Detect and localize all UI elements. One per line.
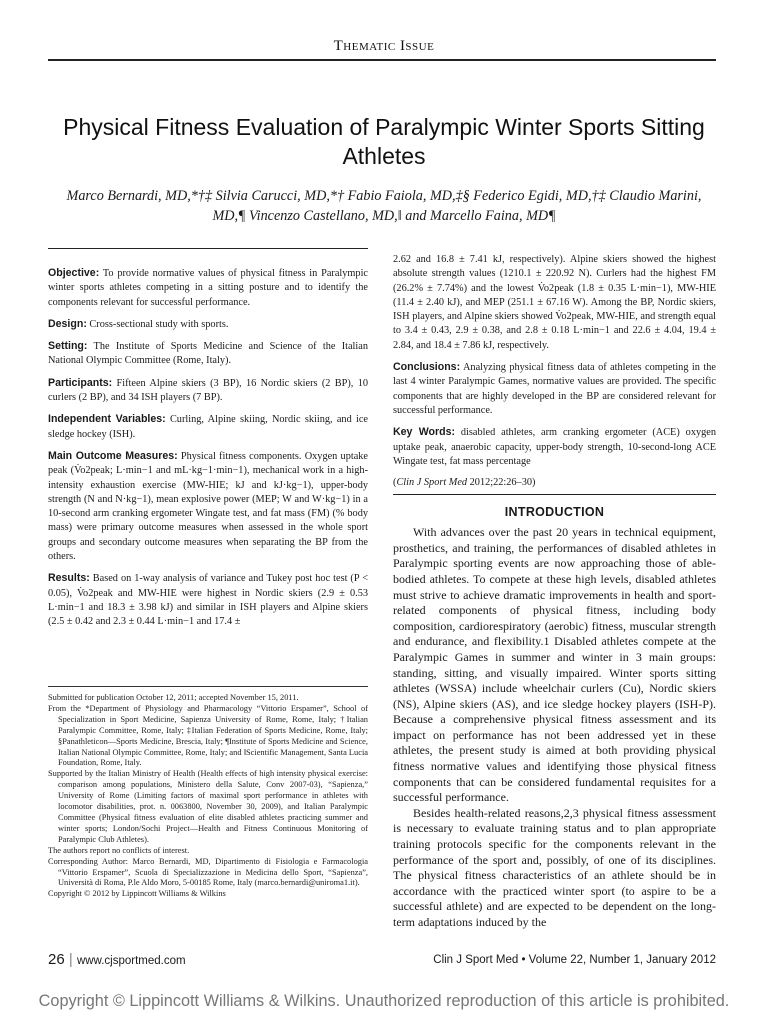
right-column	[393, 253, 716, 931]
key-words-label: Key Words:	[393, 426, 455, 439]
abstract-section-text: Physical fitness components. Oxygen uptake peak (V̇o2peak; L·min−1 and mL·kg−1·min−1), mechanical work in a high-intensity exhaustion exercise (MW-HIE; kJ and kJ·kg−1), upper-body strength (N and N·kg−1), mean explosive power (MEP; W and W·kg−1) in a 10-second arm cranking ergometer Wingate test, and fat mass (FM) (% body mass) were primary outcome measures when assessed in the whole sport groups and secondary outcome measures when separating the BP from the others.	[48, 450, 369, 563]
footer-journal-info: Clin J Sport Med • Volume 22, Number 1, January 2012	[433, 954, 716, 966]
abstract-section-text: Cross-sectional study with sports.	[86, 318, 229, 330]
abstract-section-label: Design:	[48, 317, 87, 330]
citation-rule	[393, 494, 716, 495]
abstract-left-column	[48, 266, 368, 637]
header-rule	[48, 59, 716, 61]
author-list: Marco Bernardi, MD,*†‡ Silvia Carucci, MD,*† Fabio Faiola, MD,‡§ Federico Egidi, MD,†‡ Claudio Marini, MD,¶ Vincenzo Castellano, MD,‖ and Marcello Faina, MD¶	[66, 188, 702, 224]
introduction-heading: INTRODUCTION	[504, 505, 605, 520]
abstract-section	[48, 339, 368, 369]
conclusions-text: Analyzing physical fitness data of athletes competing in the last 4 winter Paralympic Games, normative values are provided. The specific components that are highly developed in the BP are considered relevant for successful performance.	[393, 362, 716, 416]
abstract-section	[48, 317, 368, 332]
section-label: Thematic Issue	[333, 38, 435, 54]
abstract-section-text: Fifteen Alpine skiers (3 BP), 16 Nordic skiers (2 BP), 10 curlers (2 BP), and 34 ISH players (7 BP).	[48, 377, 368, 404]
footnote: Corresponding Author: Marco Bernardi, MD, Dipartimento di Fisiologia e Farmacologia “Vittorio Erspamer”, Scuola di Specializzazione in Medicina dello Sport, “Sapienza”, Università di Roma, P.le Aldo Moro, 5-00185 Rome, Italy (marco.bernardi@uniroma1.it).	[48, 856, 368, 888]
abstract-section-label: Main Outcome Measures:	[48, 449, 178, 462]
abstract-box	[48, 248, 368, 679]
citation-details: 2012;22:26–30)	[467, 477, 536, 489]
abstract-section	[48, 266, 368, 310]
footnote: Supported by the Italian Ministry of Health (Health effects of high intensity physical exercise: comparison among populations, Ministero della Salute, Conv 2007-03), “Sapienza,” University of Rome (Limiting factors of maximal sport performance in athletes with locomotor disabilities, prot. n. 0063800, November 30, 2009), and Italian Paralympic Committee (Physical fitness evaluation of elite disabled athletes practicing summer and winter sports; London/Sochi Project—Health and Fitness Continuous Monitoring of Paralympic Club Athletes).	[48, 769, 368, 844]
abstract-section	[48, 571, 368, 629]
abstract-key-words	[393, 425, 716, 469]
conclusions-label: Conclusions:	[393, 361, 461, 374]
footnote: Submitted for publication October 12, 2011; accepted November 15, 2011.	[48, 693, 299, 702]
abstract-results-continuation: 2.62 and 16.8 ± 7.41 kJ, respectively). Alpine skiers showed the highest absolute strength values (1210.1 ± 220.92 N). Curlers had the highest FM (26.2% ± 7.74%) and the lowest V̇o2peak (1.8 ± 0.35 L·min−1), MW-HIE (11.4 ± 2.40 kJ), and MEP (251.1 ± 67.16 W). Among the BP, Nordic skiers, ISH players, and Alpine skiers showed V̇o2peak, MW-HIE, and strength equal to 3.4 ± 0.43, 2.9 ± 0.38, and 2.8 ± 0.18 L·min−1 and 22.6 ± 4.04, 19.4 ± 2.84, and 18.4 ± 7.86 kJ, respectively.	[393, 254, 716, 351]
citation: (Clin J Sport Med 2012;22:26–30)	[393, 477, 536, 489]
abstract-section	[48, 412, 368, 442]
abstract-section	[48, 449, 368, 564]
abstract-section-text: Based on 1-way analysis of variance and Tukey post hoc test (P < 0.05), V̇o2peak and MW-HIE were highest in Nordic skiers (2.9 ± 0.53 L·min−1 and 18.3 ± 3.98 kJ) and similar in ISH players and Alpine skiers (2.5 ± 0.42 and 2.3 ± 0.44 L·min−1 and 17.4 ±	[48, 573, 368, 628]
footer-page-info: 26 | www.cjsportmed.com	[48, 951, 186, 968]
abstract-section	[48, 376, 368, 406]
page-number: 26	[48, 951, 65, 968]
journal-url[interactable]: www.cjsportmed.com	[76, 955, 186, 967]
abstract-conclusions	[393, 360, 716, 418]
abstract-section-text: Curling, Alpine skiing, Nordic skiing, and ice sledge hockey (ISH).	[48, 414, 368, 440]
abstract-section-label: Independent Variables:	[48, 413, 166, 426]
abstract-section-label: Results:	[48, 572, 90, 585]
body-paragraph: With advances over the past 20 years in technical equipment, prosthetics, and training, the performances of disabled athletes in Paralympic sporting events are now approaching those of able-bodied athletes. To compete at these high levels, disabled athletes must strive to achieve dramatic improvements in health and sport-related components of physical fitness, including body composition, cardiorespiratory (aerobic) fitness, muscular strength and endurance, and flexibility.1 Disabled athletes compete at the Paralympic Games in summer and winter in 3 main groups: standing, sitting, and visually impaired. Winter sports sitting athletes (WSSA) include wheelchair curlers (Cu), Nordic skiers (NS), Alpine skiers (AS), and ice sledge hockey players (ISH-P). Because a comprehensive physical fitness assessment and its impact on performance has not been addressed yet in these athletes, the present study is aimed at both providing physical fitness normative values and identifying those physical fitness components that can be considered fundamental requisites for a successful performance.	[393, 525, 716, 805]
abstract-section-label: Setting:	[48, 340, 88, 353]
copyright-banner: Copyright © Lippincott Williams & Wilkins. Unauthorized reproduction of this article is prohibited.	[38, 992, 730, 1010]
body-paragraph: Besides health-related reasons,2,3 physical fitness assessment is necessary to evaluate training status and to plan appropriate training protocols specific for the components relevant in the performance of the sport and, possibly, of one of its disciplines. The physical fitness characteristics of an athlete should be in accordance with the practiced winter sport (to aspire to be a successful athlete) and are expected to be dependent on the long-term adaptations induced by the	[393, 805, 716, 929]
citation-journal: Clin J Sport Med	[396, 477, 468, 489]
footnote: From the *Department of Physiology and Pharmacology “Vittorio Erspamer”, School of Specialization in Sport Medicine, Sapienza University of Rome, Rome, Italy; †Italian Paralympic Committee, Rome, Italy; ‡Italian Federation of Sports Medicine, Rome, Italy; §Panathleticon—Sports Medicine, Brescia, Italy; ¶Institute of Sports Medicine and Science, Italian National Olympic Committee, Rome, Italy; and ‖Scientific Management, Santa Lucia Foundation, Rome, Italy.	[48, 703, 368, 768]
footnote: Copyright © 2012 by Lippincott Williams & Wilkins	[48, 889, 226, 899]
footnote: The authors report no conflicts of interest.	[48, 845, 190, 855]
footnotes	[48, 686, 368, 900]
abstract-section-text: To provide normative values of physical fitness in Paralympic winter sports athletes competing in a sitting posture and to identify the components relevant for successful performance.	[48, 268, 368, 308]
abstract-section-text: The Institute of Sports Medicine and Science of the Italian National Olympic Committee (Rome, Italy).	[48, 341, 368, 367]
key-words-text: disabled athletes, arm cranking ergometer (ACE) oxygen uptake peak, anaerobic capacity, upper-body strength, 10-second-long ACE Wingate test, fat mass percentage	[393, 427, 716, 467]
article-title: Physical Fitness Evaluation of Paralympic Winter Sports Sitting Athletes	[63, 114, 705, 169]
abstract-section-label: Participants:	[48, 376, 113, 389]
introduction-body	[393, 525, 716, 930]
abstract-section-label: Objective:	[48, 267, 100, 279]
